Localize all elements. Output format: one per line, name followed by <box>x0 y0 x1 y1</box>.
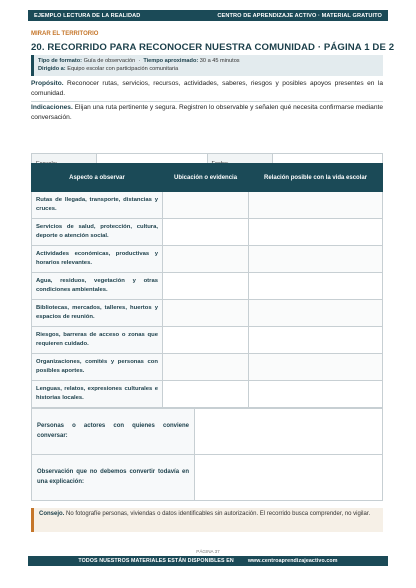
aspect-cell: Organizaciones, comités y personas con posibles aportes. <box>32 354 163 381</box>
header-aspect: Aspecto a observar <box>32 164 163 192</box>
aspect-cell: Lenguas, relatos, expresiones culturales e historias locales. <box>32 381 163 408</box>
relation-cell[interactable] <box>249 381 383 408</box>
table-row <box>32 300 383 327</box>
tip-text: No fotografíe personas, viviendas o datos identificables sin autorización. El recorrido busca comprender, no vigilar. <box>64 511 371 517</box>
observation-table <box>31 163 383 408</box>
relation-cell[interactable] <box>249 327 383 354</box>
location-cell[interactable] <box>163 354 249 381</box>
table-row <box>32 273 383 300</box>
location-cell[interactable] <box>163 300 249 327</box>
location-cell[interactable] <box>163 246 249 273</box>
target-value: Equipo escolar con participación comunitaria <box>67 66 179 72</box>
followup-table <box>31 408 383 501</box>
relation-cell[interactable] <box>249 354 383 381</box>
footer-bar <box>28 556 388 566</box>
section-label: MIRAR EL TERRITORIO <box>31 31 99 37</box>
tip-box <box>31 508 383 532</box>
purpose-paragraph <box>31 79 383 99</box>
aspect-cell: Riesgos, barreras de acceso o zonas que requieren cuidado. <box>32 327 163 354</box>
location-cell[interactable] <box>163 192 249 219</box>
table-row <box>32 327 383 354</box>
location-cell[interactable] <box>163 327 249 354</box>
page-number: PÁGINA 37 <box>196 549 220 554</box>
aspect-cell: Bibliotecas, mercados, talleres, huertos y espacios de reunión. <box>32 300 163 327</box>
location-cell[interactable] <box>163 381 249 408</box>
pending-observation-field[interactable] <box>195 455 383 501</box>
table-row <box>32 192 383 219</box>
header-bar <box>28 10 388 21</box>
footer-link[interactable]: www.centroaprendizajeactivo.com <box>247 558 338 564</box>
header-relation: Relación posible con la vida escolar <box>249 164 383 192</box>
format-label: Tipo de formato: <box>38 58 83 64</box>
header-right: CENTRO DE APRENDIZAJE ACTIVO · MATERIAL GRATUITO <box>217 12 382 19</box>
table-row <box>32 219 383 246</box>
table-row <box>32 409 383 455</box>
instructions-text: Elijan una ruta pertinente y segura. Registren lo observable y señalen qué necesita confirmarse mediante conversación. <box>31 104 383 121</box>
location-cell[interactable] <box>163 219 249 246</box>
header-left: EJEMPLO LECTURA DE LA REALIDAD <box>34 12 141 19</box>
purpose-label: Propósito. <box>31 80 64 87</box>
table-row <box>32 381 383 408</box>
aspect-cell: Actividades económicas, productivas y horarios relevantes. <box>32 246 163 273</box>
relation-cell[interactable] <box>249 273 383 300</box>
relation-cell[interactable] <box>249 246 383 273</box>
meta-separator: · <box>138 58 141 64</box>
table-row <box>32 246 383 273</box>
tip-label: Consejo. <box>39 511 65 517</box>
contacts-prompt: Personas o actores con quienes conviene conversar: <box>32 409 195 455</box>
table-row <box>32 354 383 381</box>
divider <box>31 101 383 102</box>
table-row <box>32 455 383 501</box>
pending-observation-prompt: Observación que no debemos convertir todavía en una explicación: <box>32 455 195 501</box>
header-location: Ubicación o evidencia <box>163 164 249 192</box>
aspect-cell: Servicios de salud, protección, cultura, deporte o atención social. <box>32 219 163 246</box>
page-title: 20. RECORRIDO PARA RECONOCER NUESTRA COMUNIDAD · PÁGINA 1 DE 2 <box>31 42 395 53</box>
contacts-field[interactable] <box>195 409 383 455</box>
target-label: Dirigido a: <box>38 66 66 72</box>
purpose-text: Reconocer rutas, servicios, recursos, actividades, saberes, riesgos y posibles apoyos presentes en la comunidad. <box>31 80 383 97</box>
relation-cell[interactable] <box>249 219 383 246</box>
instructions-paragraph <box>31 103 383 123</box>
instructions-label: Indicaciones. <box>31 104 73 111</box>
aspect-cell: Agua, residuos, vegetación y otras condiciones ambientales. <box>32 273 163 300</box>
footer-left: TODOS NUESTROS MATERIALES ESTÁN DISPONIBLES EN <box>78 558 234 564</box>
aspect-cell: Rutas de llegada, transporte, distancias y cruces. <box>32 192 163 219</box>
format-value: Guía de observación <box>83 58 136 64</box>
relation-cell[interactable] <box>249 300 383 327</box>
meta-box <box>31 55 383 76</box>
time-value: 30 a 45 minutos <box>199 58 240 64</box>
location-cell[interactable] <box>163 273 249 300</box>
time-label: Tiempo aproximado: <box>143 58 199 64</box>
relation-cell[interactable] <box>249 192 383 219</box>
